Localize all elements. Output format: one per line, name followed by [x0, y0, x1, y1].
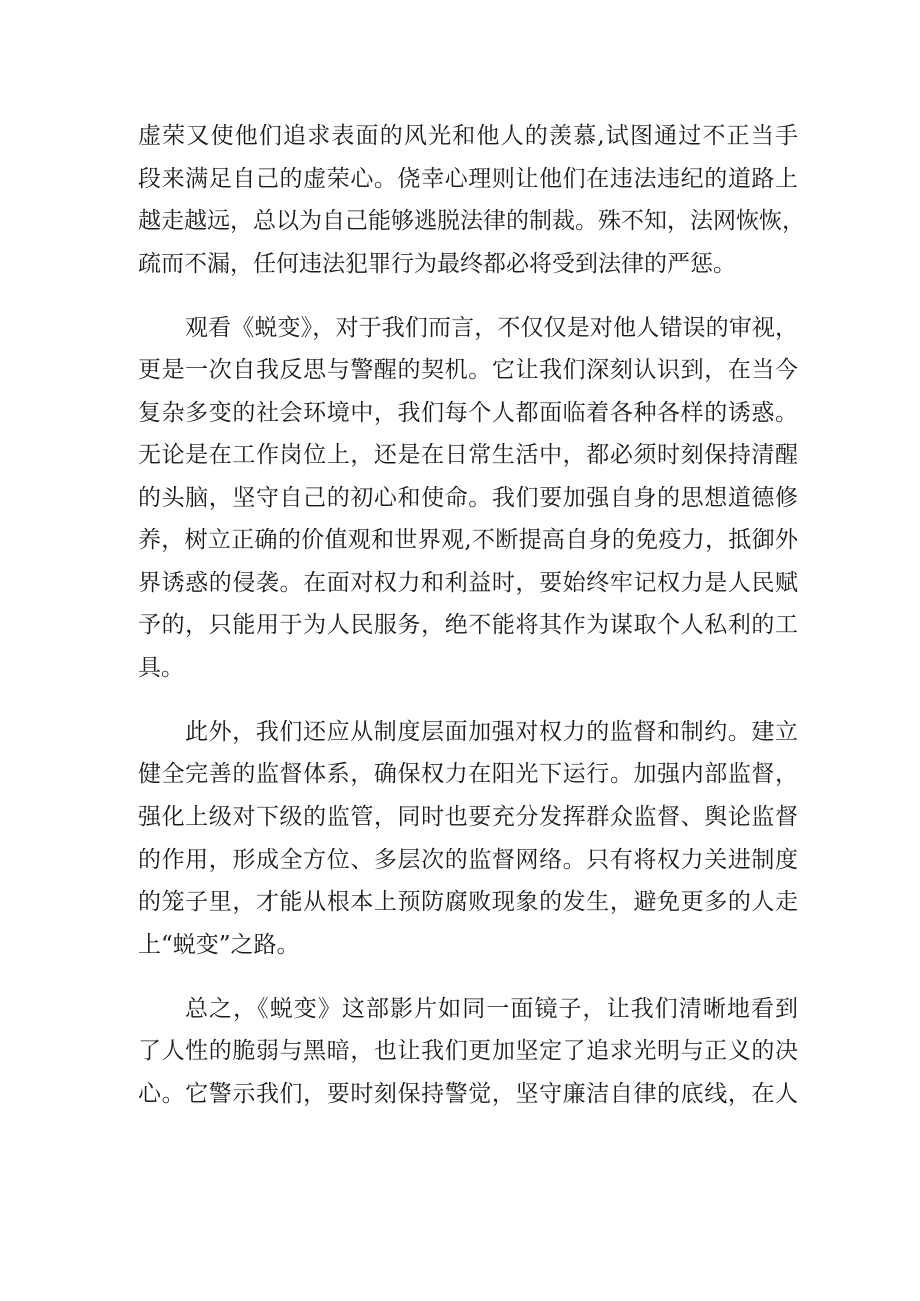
paragraph-first-line: 此外，我们还应从制度层面加强对权力的监督和制约。建立 — [185, 719, 798, 745]
text-line: 越走越远，总以为自己能够逃脱法律的制裁。殊不知，法网恢恢， — [138, 208, 805, 234]
text-line: 予的，只能用于为人民服务，绝不能将其作为谋取个人私利的工 — [138, 612, 798, 638]
paragraph-first-line: 总之，《蜕变》这部影片如同一面镜子，让我们清晰地看到 — [185, 996, 798, 1022]
text-line: 虚荣又使他们追求表面的风光和他人的羡慕,试图通过不正当手 — [138, 123, 798, 149]
text-line: 的头脑，坚守自己的初心和使命。我们要加强自身的思想道德修 — [138, 485, 798, 511]
text-line: 段来满足自己的虚荣心。侥幸心理则让他们在违法违纪的道路上 — [138, 166, 798, 192]
text-line: 疏而不漏，任何违法犯罪行为最终都必将受到法律的严惩。 — [138, 251, 736, 277]
text-line: 的笼子里，才能从根本上预防腐败现象的发生，避免更多的人走 — [138, 889, 798, 915]
text-line: 具。 — [138, 655, 184, 681]
text-line: 上“蜕变”之路。 — [138, 932, 300, 958]
text-line: 强化上级对下级的监管，同时也要充分发挥群众监督、舆论监督 — [138, 804, 798, 830]
paragraph-first-line: 观看《蜕变》，对于我们而言，不仅仅是对他人错误的审视， — [185, 315, 798, 341]
text-line: 了人性的脆弱与黑暗，也让我们更加坚定了追求光明与正义的决 — [138, 1038, 798, 1064]
text-line: 无论是在工作岗位上，还是在日常生活中，都必须时刻保持清醒 — [138, 442, 798, 468]
text-line: 养，树立正确的价值观和世界观,不断提高自身的免疫力，抵御外 — [138, 527, 798, 553]
text-line: 复杂多变的社会环境中，我们每个人都面临着各种各样的诱惑。 — [138, 400, 798, 426]
text-line: 更是一次自我反思与警醒的契机。它让我们深刻认识到，在当今 — [138, 357, 798, 383]
text-line: 界诱惑的侵袭。在面对权力和利益时，要始终牢记权力是人民赋 — [138, 570, 798, 596]
text-line: 健全完善的监督体系，确保权力在阳光下运行。加强内部监督， — [138, 761, 798, 787]
text-line: 的作用，形成全方位、多层次的监督网络。只有将权力关进制度 — [138, 847, 798, 873]
text-line: 心。它警示我们，要时刻保持警觉，坚守廉洁自律的底线，在人 — [138, 1081, 798, 1107]
